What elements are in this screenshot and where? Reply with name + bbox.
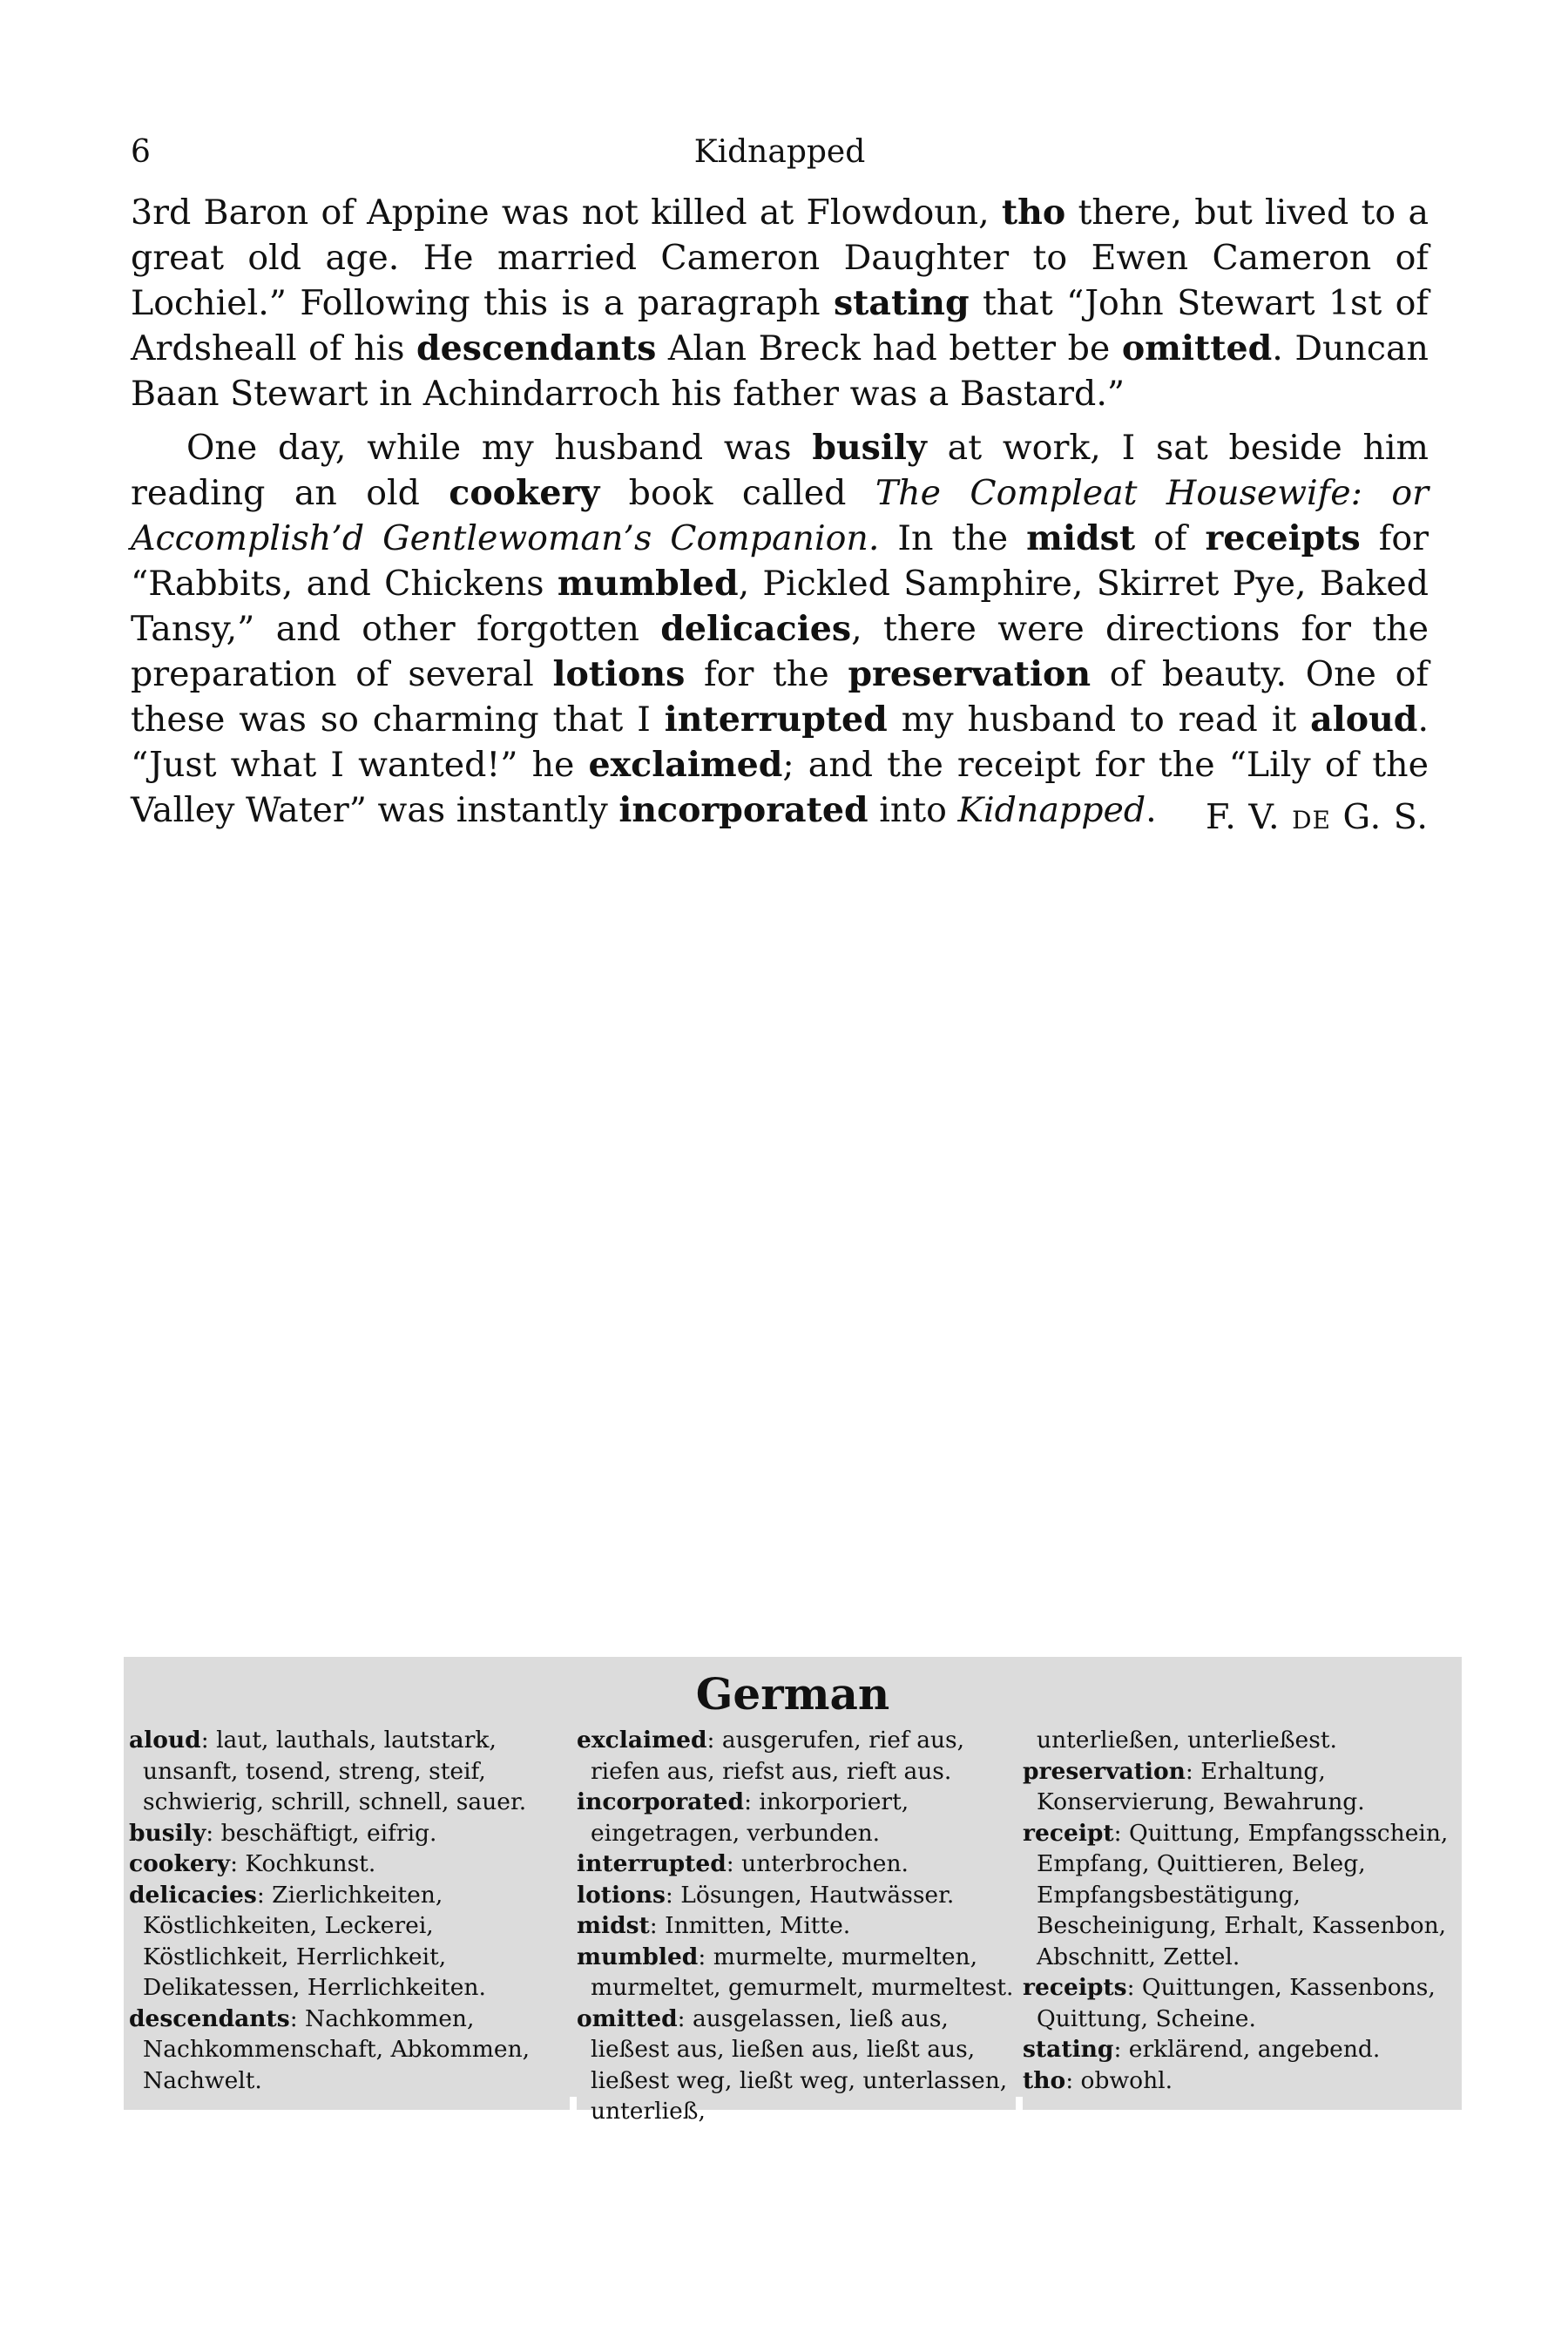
glossary-definition: : ausgelassen, ließ aus, ließest aus, ließen aus, ließt aus, ließest weg, ließt weg, unterlassen, unterließ, <box>591 2004 1008 2125</box>
glossary-box <box>124 1657 1462 2125</box>
glossary-definition: : Nachkommen, Nachkommenschaft, Abkommen, Nachwelt. <box>143 2004 531 2094</box>
book-title: Kidnapped <box>957 790 1146 830</box>
glossary-entry <box>129 1848 569 1880</box>
glossary-entry <box>577 2004 1017 2127</box>
glossary-entry <box>129 2004 569 2097</box>
glossed-word: exclaimed <box>588 745 783 785</box>
glossary-entry <box>577 1848 1017 1880</box>
body-text <box>131 190 1429 833</box>
glossary-definition: : erklärend, angebend. <box>1113 2036 1381 2063</box>
glossary-definition: : obwohl. <box>1065 2066 1173 2094</box>
glossed-word: lotions <box>552 654 686 694</box>
glossary-term: mumbled <box>577 1943 699 1970</box>
glossary-term: exclaimed <box>577 1727 707 1754</box>
glossary-definition: : Quittungen, Kassenbons, Quittung, Scheine. <box>1037 1974 1436 2032</box>
glossary-definition: : murmelte, murmelten, murmeltet, gemurmelt, murmeltest. <box>591 1943 1014 2001</box>
glossed-word: stating <box>833 283 970 323</box>
glossary-entry <box>577 1787 1017 1848</box>
glossary-term: aloud <box>129 1727 201 1754</box>
signature: F. V. DE G. S. <box>1205 797 1429 837</box>
glossary-definition: : Lösungen, Hautwässer. <box>665 1881 955 1909</box>
glossary-column-1 <box>129 1725 569 2096</box>
glossary-definition: : inkorporiert, eingetragen, verbunden. <box>591 1788 909 1847</box>
glossary-term: midst <box>577 1912 650 1939</box>
glossed-word: cookery <box>449 473 600 513</box>
glossary-definition: : Quittung, Empfangsschein, Empfang, Quittieren, Beleg, Empfangsbestätigung, Bescheinigung, Erhalt, Kassenbon, Abschnitt, Zettel. <box>1037 1819 1449 1970</box>
glossary-column-2 <box>577 1725 1017 2127</box>
glossary-term: lotions <box>577 1881 666 1909</box>
glossary-entry <box>129 1725 569 1818</box>
glossed-word: busily <box>812 428 927 468</box>
paragraph-2: One day, while my husband was busily at work, I sat beside him reading an old cookery book called The Compleat Housewife: or Accomplish’d Gentlewoman’s Companion. In the midst of receipts for “Rabbits, and Chickens mumbled, Pickled Samphire, Skirret Pye, Baked Tansy,” and other forgotten delicacies, there were directions for the preparation of several lotions for the preservation of beauty. One of these was so charming that I interrupted my husband to read it aloud. “Just what I wanted!” he exclaimed; and the receipt for the “Lily of the Valley Water” was instantly incorporated into Kidnapped. <box>131 428 1429 830</box>
page-number: 6 <box>131 134 151 170</box>
glossary-entry <box>129 1880 569 2004</box>
glossary-definition: : Zierlichkeiten, Köstlichkeiten, Leckerei, Köstlichkeit, Herrlichkeit, Delikatessen, Herrlichkeiten. <box>143 1881 486 2001</box>
glossary-entry <box>129 1818 569 1849</box>
glossary-entry <box>1023 2034 1458 2065</box>
glossary-term: receipt <box>1023 1819 1114 1847</box>
glossary-definition: : Inmitten, Mitte. <box>649 1912 851 1939</box>
glossed-word: incorporated <box>618 790 868 830</box>
glossary-term: descendants <box>129 2004 290 2032</box>
glossed-word: omitted <box>1121 328 1273 368</box>
glossary-entry <box>1023 2065 1458 2097</box>
glossary-entry <box>1023 1756 1458 1818</box>
glossary-entry <box>1023 1972 1458 2034</box>
running-title: Kidnapped <box>693 134 866 170</box>
glossed-word: interrupted <box>664 700 888 740</box>
glossed-word: mumbled <box>557 564 739 604</box>
glossed-word: tho <box>1001 193 1066 233</box>
glossary-entry <box>577 1942 1017 2004</box>
glossed-word: preservation <box>848 654 1092 694</box>
glossary-term: delicacies <box>129 1881 257 1909</box>
glossary-entry <box>577 1880 1017 1911</box>
paragraph-1: 3rd Baron of Appine was not killed at Flowdoun, tho there, but lived to a great old age. He married Cameron Daughter to Ewen Cameron of Lochiel.” Following this is a paragraph stating that “John Stewart 1st of Ardsheall of his descendants Alan Breck had better be omitted. Duncan Baan Stewart in Achindarroch his father was a Bastard.” <box>131 193 1429 414</box>
glossary-column-3 <box>1023 1725 1458 2096</box>
glossed-word: midst <box>1026 518 1136 558</box>
glossary-term: incorporated <box>577 1788 745 1815</box>
column-gap <box>1016 2097 1023 2110</box>
glossary-definition: : ausgerufen, rief aus, riefen aus, riefst aus, rieft aus. <box>591 1727 965 1785</box>
glossary-definition: : beschäftigt, eifrig. <box>206 1819 437 1847</box>
glossary-term: cookery <box>129 1850 231 1877</box>
page-header <box>131 131 1429 174</box>
glossed-word: aloud <box>1310 700 1418 740</box>
glossed-word: delicacies <box>660 609 852 649</box>
glossary-definition: : laut, lauthals, lautstark, unsanft, tosend, streng, steif, schwierig, schrill, schnell, sauer. <box>143 1727 527 1815</box>
glossary-term: busily <box>129 1819 206 1847</box>
glossary-continuation: unterließen, unterließest. <box>1037 1727 1337 1754</box>
glossary-entry <box>1023 1818 1458 1973</box>
glossed-word: receipts <box>1205 518 1361 558</box>
glossary-term: preservation <box>1023 1757 1186 1785</box>
glossary-term: tho <box>1023 2066 1066 2094</box>
glossary-term: stating <box>1023 2036 1114 2063</box>
glossary-term: receipts <box>1023 1974 1127 2001</box>
glossary-term: interrupted <box>577 1850 727 1877</box>
glossed-word: descendants <box>416 328 657 368</box>
glossary-definition: : unterbrochen. <box>726 1850 909 1877</box>
glossary-entry <box>577 1910 1017 1942</box>
glossary-definition: : Erhaltung, Konservierung, Bewahrung. <box>1037 1757 1365 1815</box>
glossary-title: German <box>695 1668 890 1720</box>
column-gap <box>570 2097 577 2110</box>
glossary-definition: : Kochkunst. <box>230 1850 376 1877</box>
book-title: The Compleat Housewife: or Accomplish’d Gentlewoman’s Companion. <box>131 473 1429 558</box>
glossary-term: omitted <box>577 2004 678 2032</box>
glossary-entry <box>577 1725 1017 1787</box>
